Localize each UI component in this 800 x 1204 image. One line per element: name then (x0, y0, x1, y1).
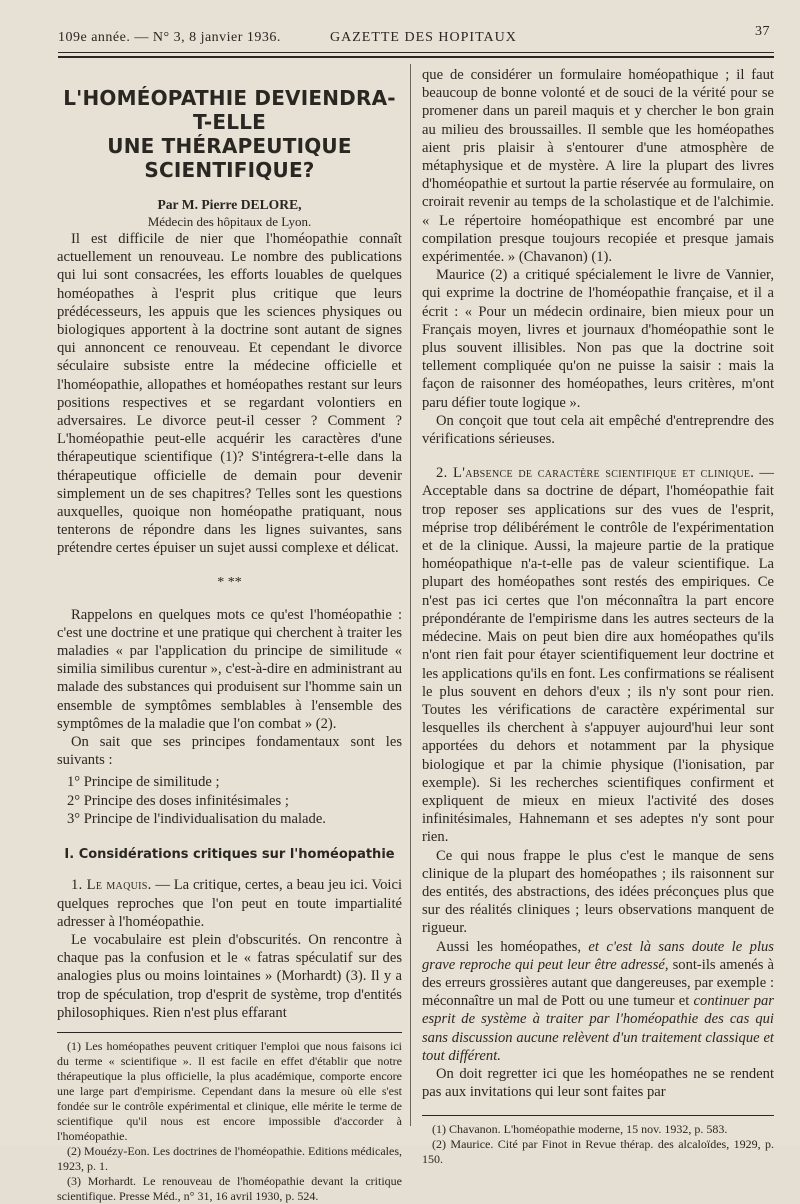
maurice-paragraph: Maurice (2) a critiqué spécialement le livre de Vannier, qui exprime la doctrine de l'homéopathie française, et il a écrit : « Pour un médecin ordinaire, bien mieux pour un Français moyen, livres et journaux d'homéopathie sont le plus souvent illisibles. Non pas que la doctrine soit tellement compliquée qu'on ne puisse la saisir : mais la façon de raisonner des homéopathes, leurs critères, m'ont paru défier toute logique ». (422, 267, 774, 411)
title-line-2: UNE THÉRAPEUTIQUE SCIENTIFIQUE? (107, 134, 352, 182)
list-item: 3° Principe de l'individualisation du malade. (67, 810, 326, 827)
issue-info: 109e année. — N° 3, 8 janvier 1936. (58, 30, 281, 45)
author-affiliation: Médecin des hôpitaux de Lyon. (147, 214, 312, 229)
footnotes-right (422, 1122, 774, 1167)
aussi-text-1: Aussi les homéopathes, (436, 938, 581, 955)
aussi-text-2: sont-ils amenés à des erreurs grossières autant que dangereuses, par exemple : méconnaître un mal de Pott ou une tumeur et (422, 956, 774, 1010)
title-line-1: L'HOMÉOPATHIE DEVIENDRA-T-ELLE (63, 86, 396, 134)
verifications-paragraph: On conçoit que tout cela ait empêché d'entreprendre des vérifications sérieuses. (422, 412, 774, 448)
running-header (58, 22, 774, 48)
absence-text: — Acceptable dans sa doctrine de départ, l'homéopathie fait trop reposer ses applications sur des vues de l'esprit, méprise trop délibérément le contrôle de l'expérimentation et de la clinique. Aussi, la majeure partie de la pratique homéopathique n'a-t-elle pas de valeur scientifique. La plupart des homéopathes sont restés des empiriques. Ce n'est pas ici certes que l'on méconnaîtra la part encore prépondérante de l'empirisme dans les autres secteurs de la médecine. Mais on peut bien dire aux homéopathes qu'ils n'ont rien fait pour étayer scientifiquement leur doctrine et les applications qu'ils en font. Les confirmations se réalisent le plus souvent en dehors d'eux ; ils n'y sont pour rien. Toutes les vérifications de caractère expérimental sur lesquelles ils cherchent à s'appuyer aujourd'hui leur sont apportées du dehors et notamment par la physique biologique et par la chimie physique (l'ionisation, par exemple). Si les recherches scientifiques confirment et expliquent de mieux en mieux l'activité des doses infinitésimales, Hahnemann et ses adeptes n'y sont pour rien. (422, 465, 774, 846)
principes-intro: On sait que ses principes fondamentaux sont les suivants : (57, 734, 402, 769)
author-byline: Par M. Pierre DELORE, (157, 197, 302, 212)
subsection-label: 2. L'absence de caractère scientifique et clinique. (436, 465, 755, 482)
article-title (57, 86, 402, 182)
formulaire-paragraph: que de considérer un formulaire homéopathique ; il faut beaucoup de bonne volonté et de souci de la vérité pour se promener dans un pareil maquis et y chercher le bon grain au milieu des broussailles. Il semble que les homéopathes aient pris plaisir à s'entourer d'une atmosphère de métaphysique et de mystère. A lire la plupart des livres d'homéopathie et surtout la partie réservée au formulaire, on croirait revenir au temps de la scholastique et de l'alchimie. « Le répertoire homéopathique est encombré par une compilation presque toujours recopiée et presque jamais expérimentée. » (Chavanon) (1). (422, 67, 774, 266)
footnote-rule (57, 1032, 402, 1033)
aussi-emphasis-1: et c'est là sans doute le plus grave reproche qui peut leur être adressé, (422, 938, 774, 973)
footnote: (1) Les homéopathes peuvent critiquer l'emploi que nous faisons ici du terme « scientifique ». Il est facile en effet d'établir que notre thérapeutique la plus officielle, la plus académique, comporte encore une large part d'empirisme. Cependant dans la mesure où elle s'est fondée sur le contrôle expérimental et clinique, elle mérite le terme de scientifique qu'il nous est encore impossible d'accorder à l'homéopathie. (57, 1038, 402, 1143)
footnotes-left (57, 1039, 402, 1204)
footnote: (2) Mouézy-Eon. Les doctrines de l'homéopathie. Editions médicales, 1923, p. 1. (57, 1143, 402, 1173)
regretter-paragraph: On doit regretter ici que les homéopathes ne se rendent pas aux invitations qui leur sont faites par (422, 1065, 774, 1101)
column-separator (410, 64, 411, 1126)
absence-paragraph (422, 464, 774, 846)
header-rule-thick (58, 56, 774, 58)
footnote: (2) Maurice. Cité par Finot in Revue thérap. des alcaloïdes, 1929, p. 150. (422, 1137, 774, 1167)
rappel-paragraph: Rappelons en quelques mots ce qu'est l'homéopathie : c'est une doctrine et une pratique qui cherchent à traiter les maladies « par l'application du principe de similitude « similia similibus curentur », c'est-à-dire en administrant au malade des substances qui produisent sur l'homme sain un ensemble de symptômes semblables à l'ensemble des symptômes de la maladie que l'on combat » (2). (57, 606, 402, 732)
aussi-paragraph (422, 938, 774, 1065)
principes-list (57, 773, 402, 828)
page-number: 37 (755, 24, 770, 39)
vocabulaire-paragraph: Le vocabulaire est plein d'obscurités. On rencontre à chaque pas la confusion et le « fatras spéculatif sur des analogies plus ou moins lointaines » (Morhardt) (3). Il y a trop de spéculation, trop d'esprit de système, trop d'entités philosophiques. Rien n'est plus effarant (57, 931, 402, 1021)
journal-name: GAZETTE DES HOPITAUX (330, 30, 517, 45)
list-item: 2° Principe des doses infinitésimales ; (67, 792, 289, 809)
footnote-rule (422, 1115, 774, 1116)
frappe-paragraph: Ce qui nous frappe le plus c'est le manque de sens clinique de la plupart des homéopathes ; ils raisonnent sur des entités, des abstractions, des idées préconçues plus que sur des réalités cliniques ; leurs observations manquent de rigueur. (422, 847, 774, 937)
footnote: (1) Chavanon. L'homéopathie moderne, 15 nov. 1932, p. 583. (432, 1122, 728, 1137)
left-column (57, 66, 402, 1204)
maquis-paragraph (57, 876, 402, 931)
footnote: (3) Morhardt. Le renouveau de l'homéopathie devant la critique scientifique. Presse Méd., n° 31, 16 avril 1930, p. 524. (57, 1173, 402, 1203)
intro-paragraph: Il est difficile de nier que l'homéopathie connaît actuellement un renouveau. Le nombre des publications qui lui sont consacrées, les efforts louables de quelques homéopathes à l'esprit plus critique que leurs prédécesseurs, les appuis que les sciences physiques ou biologiques apportent à la doctrine sont autant de signes qui annoncent ce renouveau. Et cependant le divorce séculaire subsiste entre la médecine officielle et l'homéopathie, allopathes et homéopathes restant sur leurs positions respectives et se regardant volontiers en adversaires. Le divorce peut-il cesser ? Comment ? L'homéopathie peut-elle acquérir les caractères d'une thérapeutique scientifique (1)? S'intégrera-t-elle dans la thérapeutique officielle de demain pour devenir simplement un de ses chapitres? Telles sont les questions auxquelles, quoique non homéopathe pratiquant, nous tenterons de répondre dans les lignes suivantes, sans prétendre certes épuiser un sujet aussi complexe et délicat. (57, 231, 402, 557)
subsection-label: 1. Le maquis. (71, 877, 152, 894)
header-rule-thin (58, 52, 774, 53)
aussi-emphasis-2: continuer par esprit de système à traiter par l'homéopathie des cas qui sans discussion aucune relèvent d'un traitement classique et tout différent. (422, 993, 774, 1064)
section-separator: * ** (217, 574, 242, 590)
right-column (422, 66, 774, 1167)
list-item: 1° Principe de similitude ; (67, 774, 220, 791)
section-heading: I. Considérations critiques sur l'homéopathie (64, 847, 395, 863)
maquis-text: — La critique, certes, a beau jeu ici. Voici quelques reproches que l'on peut en toute impartialité adresser à l'homéopathie. (57, 877, 403, 930)
